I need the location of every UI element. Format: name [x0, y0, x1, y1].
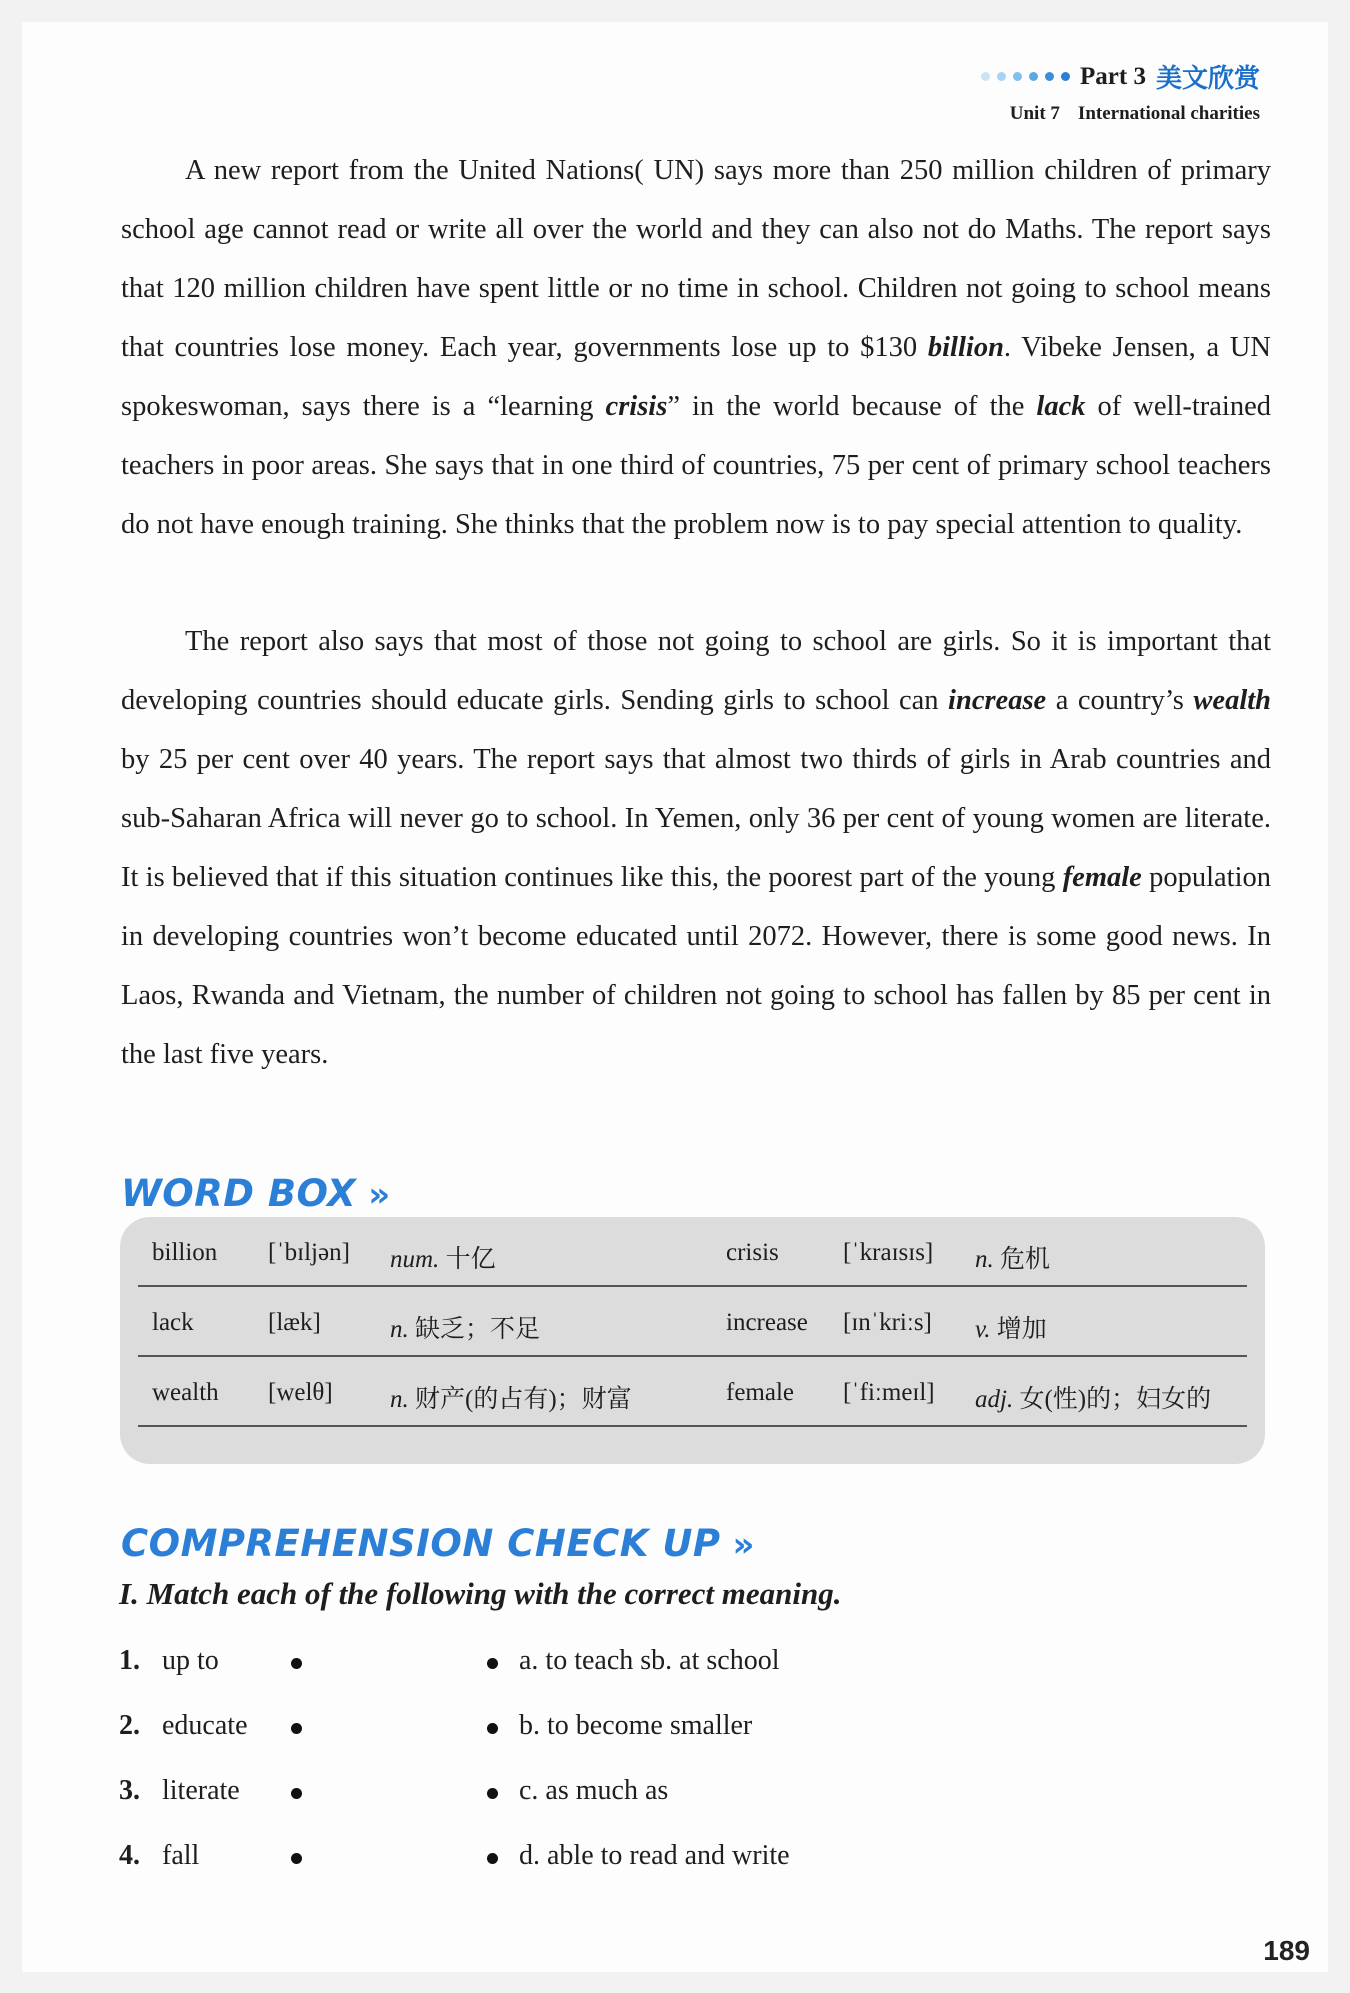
word-box-row: [138, 1357, 1247, 1427]
text-run: of well-trained teachers in poor areas. She says that in one third of countries, 75 per cent of primary school teachers do not have enough training. She thinks that the problem now is to pay special attention to quality.: [121, 391, 1271, 540]
vocab-definition: 十亿: [445, 1246, 496, 1273]
dot-icon: [1045, 72, 1054, 81]
word-box-row: [138, 1217, 1247, 1287]
vocab-phonetic: [ˈfiːmeɪl]: [843, 1379, 935, 1406]
word-box-row: [138, 1287, 1247, 1357]
dot-icon: [1029, 72, 1038, 81]
part-chinese-label: 美文欣赏: [1155, 64, 1260, 94]
vocab-word: female: [726, 1379, 795, 1406]
page-number: 189: [1263, 1935, 1310, 1966]
vocab-phonetic: [ˈbɪljən]: [268, 1239, 350, 1266]
vocab-word: billion: [152, 1239, 218, 1266]
text-run: A new report from the United Nations( UN) says more than 250 million children of primary school age cannot read or write all over the world and they can also not do Maths. The report says that 120 million children have spent little or no time in school. Children not going to school means that countries lose money. Each year, governments lose up to $130: [121, 155, 1271, 363]
match-item: [119, 1645, 919, 1685]
vocab-definition: 增加: [996, 1316, 1047, 1343]
vocab-phonetic: [ˈkraɪsɪs]: [843, 1239, 934, 1266]
paragraph-1: [121, 141, 1271, 554]
word-box-heading: [121, 1172, 391, 1215]
comprehension-heading: [121, 1522, 755, 1565]
match-item: [119, 1775, 919, 1815]
vocab-definition: 危机: [1000, 1246, 1051, 1273]
match-item: [119, 1840, 919, 1880]
vocab-word: increase: [726, 1309, 808, 1336]
text-run: ” in the world because of the: [667, 391, 1037, 422]
match-meaning: d. able to read and write: [519, 1840, 790, 1871]
vocab-word: crisis: [726, 1239, 779, 1266]
dot-icon: [981, 72, 990, 81]
bullet-dot-icon[interactable]: [487, 1723, 498, 1734]
vocab-pos: adj.: [975, 1386, 1014, 1413]
bullet-dot-icon[interactable]: [487, 1853, 498, 1864]
text-run: population in developing countries won’t become educated until 2072. However, there is some good news. In Laos, Rwanda and Vietnam, the number of children not going to school has fallen by 85 per cent in the last five years.: [121, 862, 1271, 1070]
vocab-definition: 女(性)的；妇女的: [1019, 1386, 1212, 1413]
item-number: 3.: [119, 1775, 140, 1806]
chevron-right-icon: »: [368, 1175, 391, 1215]
match-term: literate: [162, 1775, 240, 1806]
item-number: 4.: [119, 1840, 140, 1871]
bullet-dot-icon[interactable]: [291, 1723, 302, 1734]
question-title: I. Match each of the following with the correct meaning.: [119, 1576, 842, 1611]
dot-icon: [1013, 72, 1022, 81]
bullet-dot-icon[interactable]: [487, 1788, 498, 1799]
dot-icon: [997, 72, 1006, 81]
text-run: . Vibeke Jensen, a UN spokeswoman, says there is a “learning: [121, 332, 1272, 422]
keyword: increase: [948, 685, 1047, 716]
comprehension-heading-text: COMPREHENSION CHECK UP: [121, 1522, 721, 1565]
word-box: [120, 1217, 1265, 1464]
unit-title: International charities: [1077, 103, 1260, 124]
unit-label: Unit 7: [1009, 103, 1060, 124]
bullet-dot-icon[interactable]: [291, 1788, 302, 1799]
vocab-definition: 缺乏；不足: [415, 1316, 541, 1343]
item-number: 1.: [119, 1645, 140, 1676]
keyword: lack: [1036, 391, 1086, 422]
page-header: [981, 58, 1260, 125]
vocab-phonetic: [ɪnˈkriːs]: [843, 1309, 932, 1336]
vocab-word: lack: [152, 1309, 194, 1336]
item-number: 2.: [119, 1710, 140, 1741]
keyword: wealth: [1193, 685, 1272, 716]
paragraph-2: [121, 612, 1271, 1084]
vocab-pos: n.: [390, 1316, 409, 1343]
word-box-heading-text: WORD BOX: [121, 1172, 357, 1215]
keyword: billion: [927, 332, 1004, 363]
bullet-dot-icon[interactable]: [291, 1853, 302, 1864]
match-meaning: c. as much as: [519, 1775, 669, 1806]
vocab-definition: 财产(的占有)；财富: [415, 1386, 632, 1413]
text-run: by 25 per cent over 40 years. The report says that almost two thirds of girls in Arab countries and sub-Saharan Africa will never go to school. In Yemen, only 36 per cent of young women are literate. It is believed that if this situation continues like this, the poorest part of the young: [121, 744, 1271, 893]
vocab-word: wealth: [152, 1379, 219, 1406]
bullet-dot-icon[interactable]: [291, 1658, 302, 1669]
dot-icon: [1061, 72, 1070, 81]
vocab-phonetic: [læk]: [268, 1309, 321, 1336]
text-run: a country’s: [1046, 685, 1194, 716]
keyword: female: [1062, 862, 1142, 893]
vocab-phonetic: [welθ]: [268, 1379, 333, 1406]
keyword: crisis: [605, 391, 668, 422]
match-term: fall: [162, 1840, 200, 1871]
vocab-pos: v.: [975, 1316, 991, 1343]
vocab-pos: n.: [390, 1386, 409, 1413]
chevron-right-icon: »: [732, 1525, 755, 1565]
text-run: The report also says that most of those not going to school are girls. So it is important that developing countries should educate girls. Sending girls to school can: [121, 626, 1271, 716]
match-item: [119, 1710, 919, 1750]
match-term: up to: [162, 1645, 219, 1676]
match-term: educate: [162, 1710, 248, 1741]
vocab-pos: num.: [390, 1246, 440, 1273]
part-label: Part 3: [1080, 62, 1146, 90]
match-meaning: b. to become smaller: [519, 1710, 753, 1741]
vocab-pos: n.: [975, 1246, 994, 1273]
dots-decoration: [981, 72, 1070, 81]
match-meaning: a. to teach sb. at school: [519, 1645, 780, 1676]
bullet-dot-icon[interactable]: [487, 1658, 498, 1669]
